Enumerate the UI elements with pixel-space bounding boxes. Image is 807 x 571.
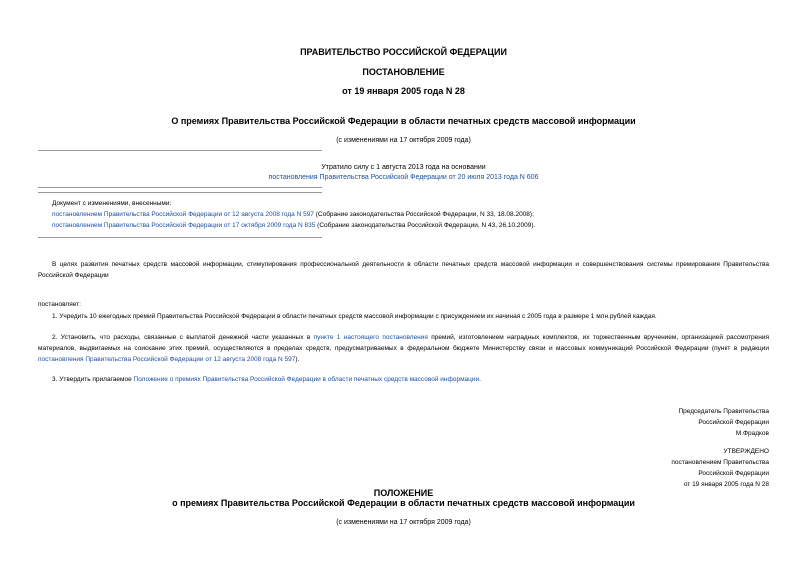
amendment-note: (с изменениями на 17 октября 2009 года): [336, 137, 471, 144]
amendment-597-link[interactable]: постановления Правительства Российской Федерации от 12 августа 2008 года N 597: [38, 356, 296, 363]
signature-country: Российской Федерации: [698, 419, 769, 426]
regulation-amendment-note: (с изменениями на 17 октября 2009 года): [336, 519, 471, 526]
paragraph-3: 3. Утвердить прилагаемое Положение о премиях Правительства Российской Федерации в области печатных средств массовой информации.: [52, 376, 481, 383]
document-type: ПОСТАНОВЛЕНИЕ: [362, 67, 445, 77]
signature-name: М.Фрадков: [735, 430, 769, 437]
decrees-word: постановляет:: [38, 301, 81, 308]
document-date: от 19 января 2005 года N 28: [342, 86, 465, 96]
government-heading: ПРАВИТЕЛЬСТВО РОССИЙСКОЙ ФЕДЕРАЦИИ: [300, 47, 507, 57]
expired-note: Утратило силу с 1 августа 2013 года на основании: [321, 164, 486, 171]
signature-position: Председатель Правительства: [678, 408, 769, 415]
change-item-1-link[interactable]: постановлением Правительства Российской Федерации от 12 августа 2008 года N 597: [52, 211, 314, 218]
preamble: В целях развития печатных средств массовой информации, стимулирования профессиональной деятельности в области печатных средств массовой информации и совершенствования системы премирования Правительства Российской Федерации: [38, 261, 769, 279]
paragraph-1: 1. Учредить 10 ежегодных премий Правительства Российской Федерации в области печатных средств массовой информации с присуждением их начиная с 2005 года в размере 1 млн.рублей каждая.: [52, 313, 657, 320]
approved-by: постановлением Правительства: [671, 459, 769, 466]
divider: [38, 150, 322, 151]
point-1-link[interactable]: пункте 1 настоящего постановления: [313, 334, 428, 341]
change-item-1: [52, 209, 534, 220]
approved-label: УТВЕРЖДЕНО: [723, 448, 769, 455]
change-item-2-source: (Собрание законодательства Российской Федерации, N 43, 26.10.2009).: [315, 222, 536, 229]
changes-heading: Документ с изменениями, внесенными:: [52, 200, 172, 207]
regulation-title: ПОЛОЖЕНИЕ: [373, 488, 434, 498]
change-item-2-link[interactable]: постановлением Правительства Российской Федерации от 17 октября 2009 года N 835: [52, 222, 316, 229]
divider: [38, 192, 322, 193]
regulation-link[interactable]: Положение о премиях Правительства Российской Федерации в области печатных средств массовой информации: [133, 376, 480, 383]
paragraph-2: 2. Установить, что расходы, связанные с выплатой денежной части указанных в пункте 1 настоящего постановления премий, изготовлением наградных комплектов, их торжественным вручением, организацией рассмотрения материалов, выдвигаемых на соискание этих премий, осуществляются в пределах средств, предусматриваемых в федеральном бюджете Министерству связи и массовых коммуникаций Российской Федерации (пункт в редакции постановления Правительства Российской Федерации от 12 августа 2008 года N 597).: [38, 334, 769, 363]
regulation-subtitle: о премиях Правительства Российской Федерации в области печатных средств массовой информации: [172, 498, 635, 508]
divider: [38, 237, 322, 238]
change-item-1-source: (Собрание законодательства Российской Федерации, N 33, 18.08.2008);: [313, 211, 534, 218]
change-item-2: [52, 220, 535, 231]
approved-country: Российской Федерации: [698, 470, 769, 477]
divider: [38, 187, 322, 188]
expired-decree-link[interactable]: постановления Правительства Российской Федерации от 20 июля 2013 года N 606: [268, 174, 539, 181]
document-title: О премиях Правительства Российской Федерации в области печатных средств массовой информации: [171, 116, 636, 126]
approved-date: от 19 января 2005 года N 28: [683, 481, 769, 488]
expired-link-line: [0, 172, 807, 183]
